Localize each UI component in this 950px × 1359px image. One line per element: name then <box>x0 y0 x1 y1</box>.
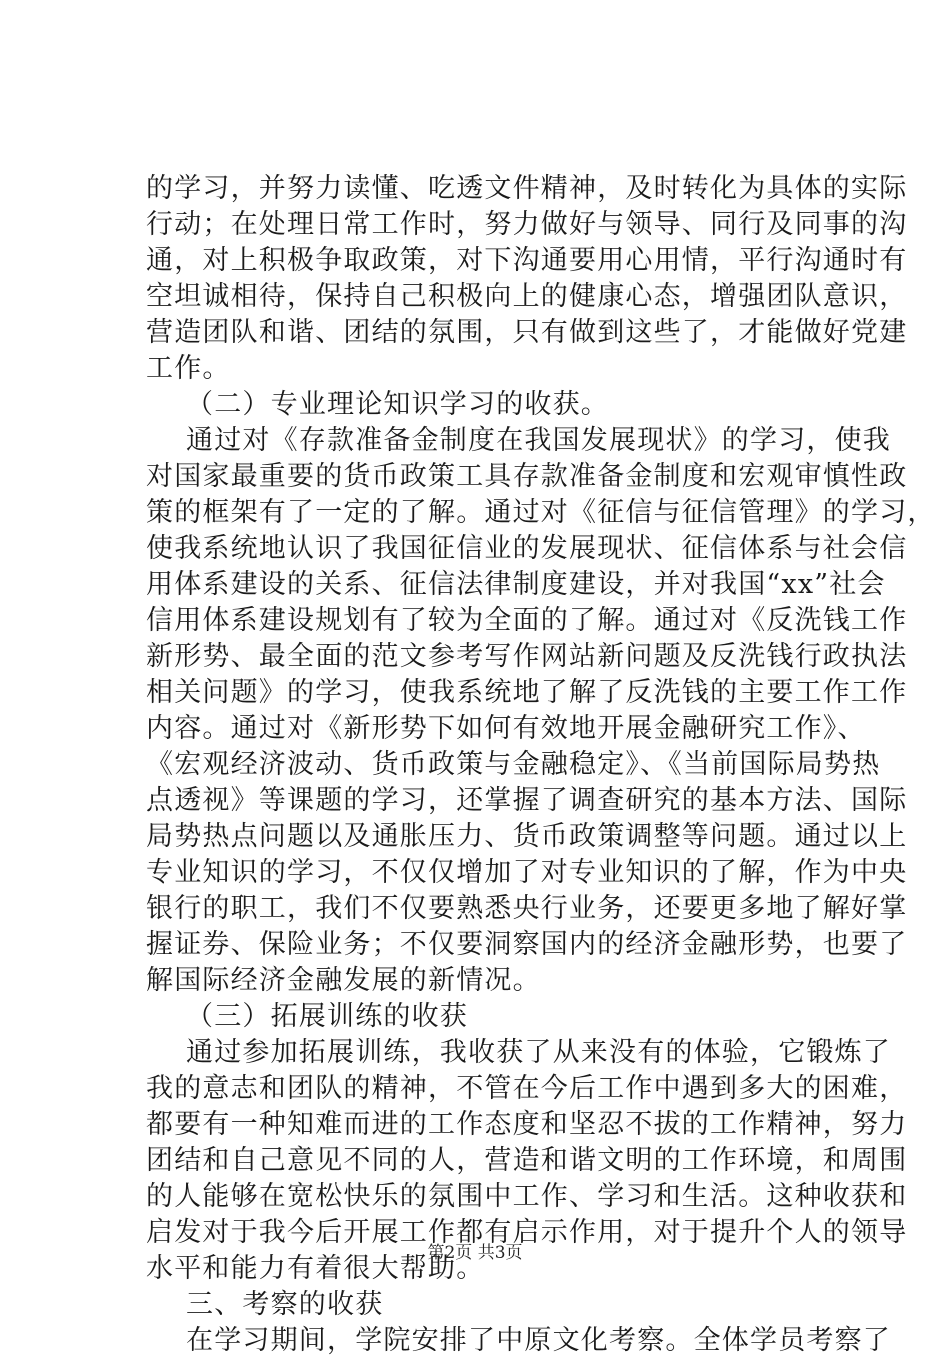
text-line: 对国家最重要的货币政策工具存款准备金制度和宏观审慎性政 <box>146 461 908 492</box>
text-line: （三）拓展训练的收获 <box>186 1001 468 1032</box>
text-line: 银行的职工，我们不仅要熟悉央行业务，还要更多地了解好掌 <box>146 893 908 924</box>
text-line: 通，对上积极争取政策，对下沟通要用心用情，平行沟通时有 <box>146 245 908 276</box>
text-line: 在学习期间，学院安排了中原文化考察。全体学员考察了 <box>186 1325 891 1356</box>
document-body <box>146 171 936 1359</box>
text-line: 工作。 <box>146 353 231 384</box>
text-line: 团结和自己意见不同的人，营造和谐文明的工作环境，和周围 <box>146 1145 908 1176</box>
text-line: 通过参加拓展训练，我收获了从来没有的体验，它锻炼了 <box>186 1037 891 1068</box>
text-line: 启发对于我今后开展工作都有启示作用，对于提升个人的领导 <box>146 1217 908 1248</box>
text-line: 三、考察的收获 <box>186 1289 384 1320</box>
text-line: 策的框架有了一定的了解。通过对《征信与征信管理》的学习， <box>146 497 936 528</box>
text-line: 内容。通过对《新形势下如何有效地开展金融研究工作》、 <box>146 713 866 744</box>
text-line: 我的意志和团队的精神，不管在今后工作中遇到多大的困难， <box>146 1073 908 1104</box>
text-line: 局势热点问题以及通胀压力、货币政策调整等问题。通过以上 <box>146 821 908 852</box>
text-line: 使我系统地认识了我国征信业的发展现状、征信体系与社会信 <box>146 533 908 564</box>
text-line: 行动；在处理日常工作时，努力做好与领导、同行及同事的沟 <box>146 209 908 240</box>
text-line: 点透视》等课题的学习，还掌握了调查研究的基本方法、国际 <box>146 785 908 816</box>
text-line: （二）专业理论知识学习的收获。 <box>186 389 609 420</box>
text-line: 通过对《存款准备金制度在我国发展现状》的学习，使我 <box>186 425 891 456</box>
text-line: 相关问题》的学习，使我系统地了解了反洗钱的主要工作工作 <box>146 677 908 708</box>
text-line: 空坦诚相待，保持自己积极向上的健康心态，增强团队意识， <box>146 281 908 312</box>
text-line: 的人能够在宽松快乐的氛围中工作、学习和生活。这种收获和 <box>146 1181 908 1212</box>
text-line: 水平和能力有着很大帮助。 <box>146 1253 485 1284</box>
text-line: 解国际经济金融发展的新情况。 <box>146 965 541 996</box>
text-line: 握证券、保险业务；不仅要洞察国内的经济金融形势，也要了 <box>146 929 908 960</box>
text-line: 都要有一种知难而进的工作态度和坚忍不拔的工作精神，努力 <box>146 1109 908 1140</box>
text-line: 专业知识的学习，不仅仅增加了对专业知识的了解，作为中央 <box>146 857 908 888</box>
text-line: 用体系建设的关系、征信法律制度建设，并对我国“xx”社会 <box>146 569 886 600</box>
text-line: 《宏观经济波动、货币政策与金融稳定》、《当前国际局势热 <box>146 749 881 780</box>
text-line: 信用体系建设规划有了较为全面的了解。通过对《反洗钱工作 <box>146 605 908 636</box>
text-line: 营造团队和谐、团结的氛围，只有做到这些了，才能做好党建 <box>146 317 908 348</box>
text-line: 的学习，并努力读懂、吃透文件精神，及时转化为具体的实际 <box>146 173 908 204</box>
text-line: 新形势、最全面的范文参考写作网站新问题及反洗钱行政执法 <box>146 641 908 672</box>
page-footer: 第2页 共3页 <box>427 1243 523 1263</box>
